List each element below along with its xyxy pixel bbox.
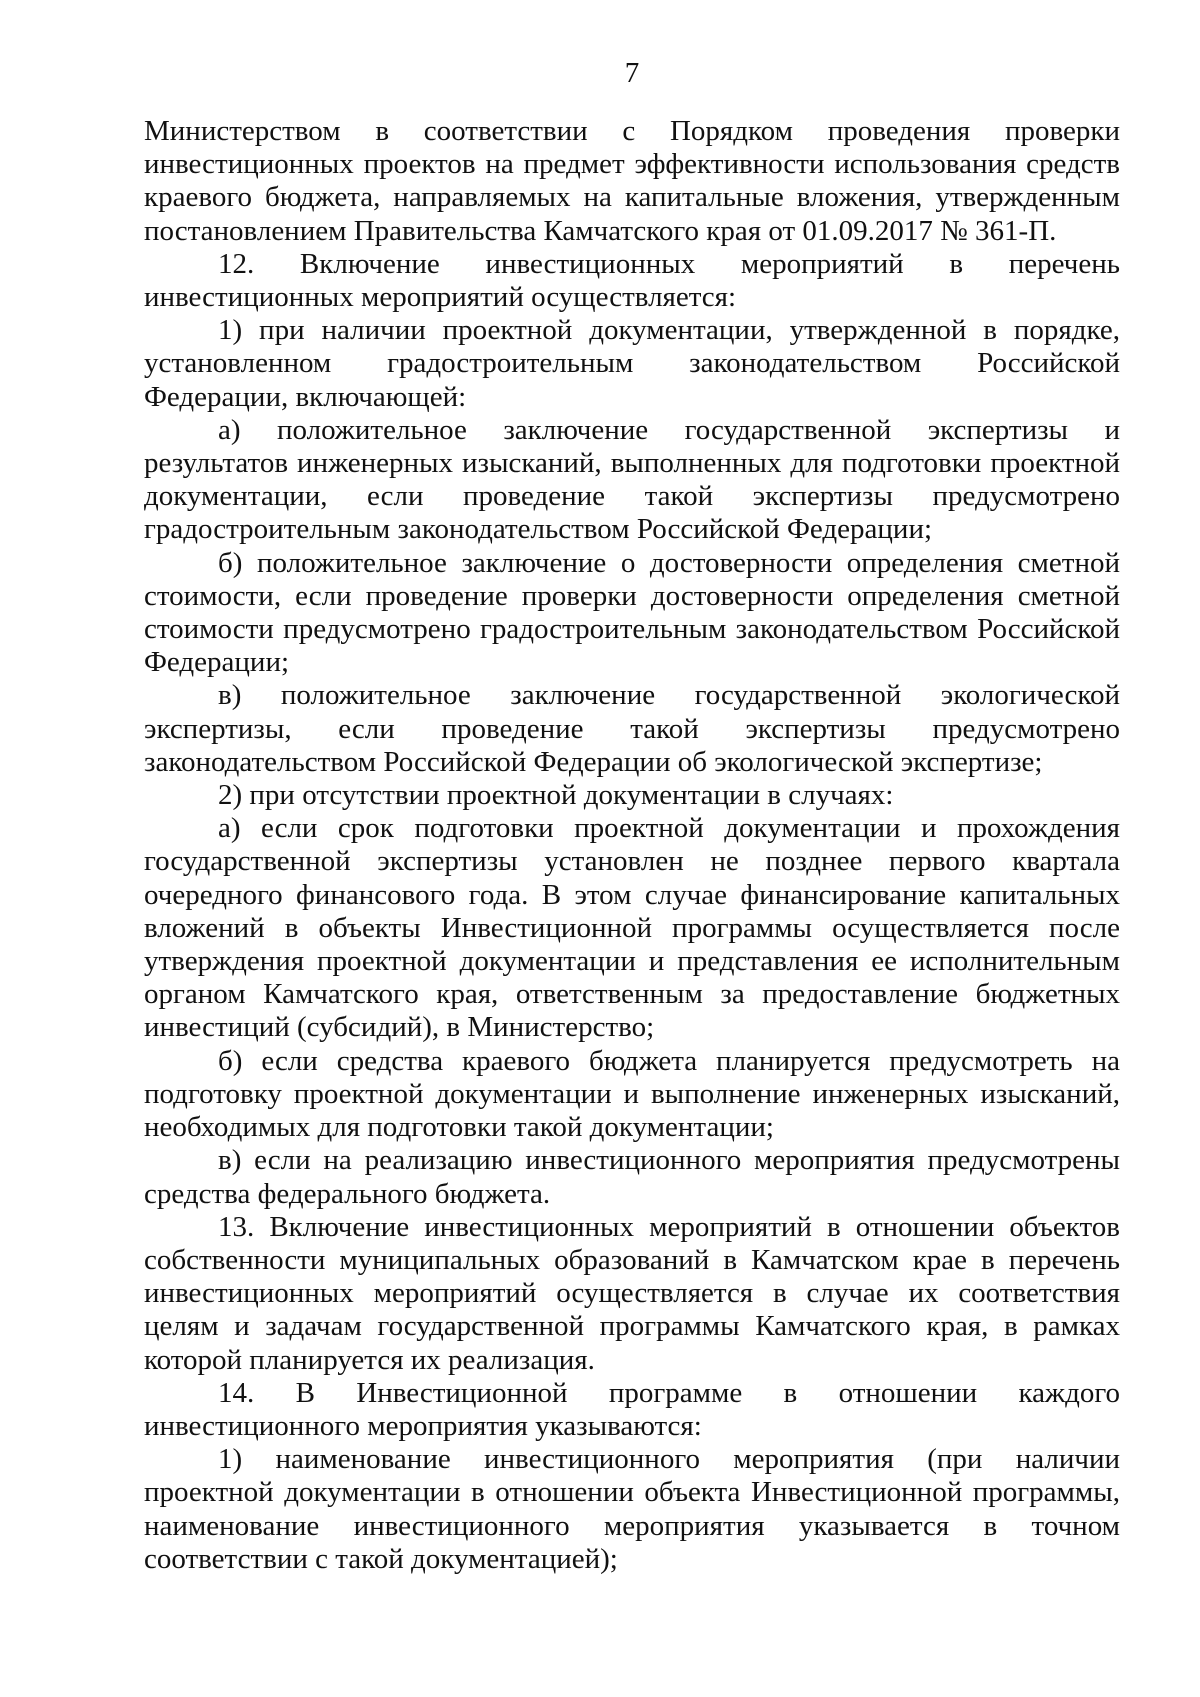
paragraph-item-12-2-a: а) если срок подготовки проектной документации и прохождения государственной экспертизы установлен не позднее первого квартала очередного финансового года. В этом случае финансирование капитальных вложений в объекты Инвестиционной программы осуществляется после утверждения проектной документации и представления ее исполнительным органом Камчатского края, ответственным за предоставление бюджетных инвестиций (субсидий), в Министерство; (144, 812, 1120, 1044)
paragraph-item-12-1: 1) при наличии проектной документации, утвержденной в порядке, установленном градостроительным законодательством Российской Федерации, включающей: (144, 314, 1120, 413)
paragraph-item-12-2-b: б) если средства краевого бюджета планируется предусмотреть на подготовку проектной документации и выполнение инженерных изысканий, необходимых для подготовки такой документации; (144, 1044, 1120, 1144)
page-number: 7 (624, 57, 640, 89)
document-body (144, 115, 1120, 1576)
paragraph-item-12-1-b: б) положительное заключение о достоверности определения сметной стоимости, если проведение проверки достоверности определения сметной стоимости предусмотрено градостроительным законодательством Российской Федерации; (144, 546, 1120, 679)
paragraph-item-12-2-v: в) если на реализацию инвестиционного мероприятия предусмотрены средства федерального бюджета. (144, 1144, 1120, 1210)
paragraph-item-13: 13. Включение инвестиционных мероприятий в отношении объектов собственности муниципальных образований в Камчатском крае в перечень инвестиционных мероприятий осуществляется в случае их соответствия целям и задачам государственной программы Камчатского края, в рамках которой планируется их реализация. (144, 1210, 1120, 1376)
paragraph-item-12: 12. Включение инвестиционных мероприятий в перечень инвестиционных мероприятий осуществляется: (144, 247, 1120, 314)
paragraph-item-14-1: 1) наименование инвестиционного мероприятия (при наличии проектной документации в отношении объекта Инвестиционной программы, наименование инвестиционного мероприятия указывается в точном соответствии с такой документацией); (144, 1443, 1120, 1575)
paragraph-item-12-2: 2) при отсутствии проектной документации в случаях: (218, 779, 894, 812)
paragraph-continuation: Министерством в соответствии с Порядком проведения проверки инвестиционных проектов на предмет эффективности использования средств краевого бюджета, направляемых на капитальные вложения, утвержденным постановлением Правительства Камчатского края от 01.09.2017 № 361-П. (144, 115, 1120, 247)
paragraph-item-12-1-v: в) положительное заключение государственной экологической экспертизы, если проведение такой экспертизы предусмотрено законодательством Российской Федерации об экологической экспертизе; (144, 679, 1120, 778)
paragraph-item-14: 14. В Инвестиционной программе в отношении каждого инвестиционного мероприятия указываются: (144, 1376, 1120, 1442)
paragraph-item-12-1-a: а) положительное заключение государственной экспертизы и результатов инженерных изысканий, выполненных для подготовки проектной документации, если проведение такой экспертизы предусмотрено градостроительным законодательством Российской Федерации; (144, 413, 1120, 546)
